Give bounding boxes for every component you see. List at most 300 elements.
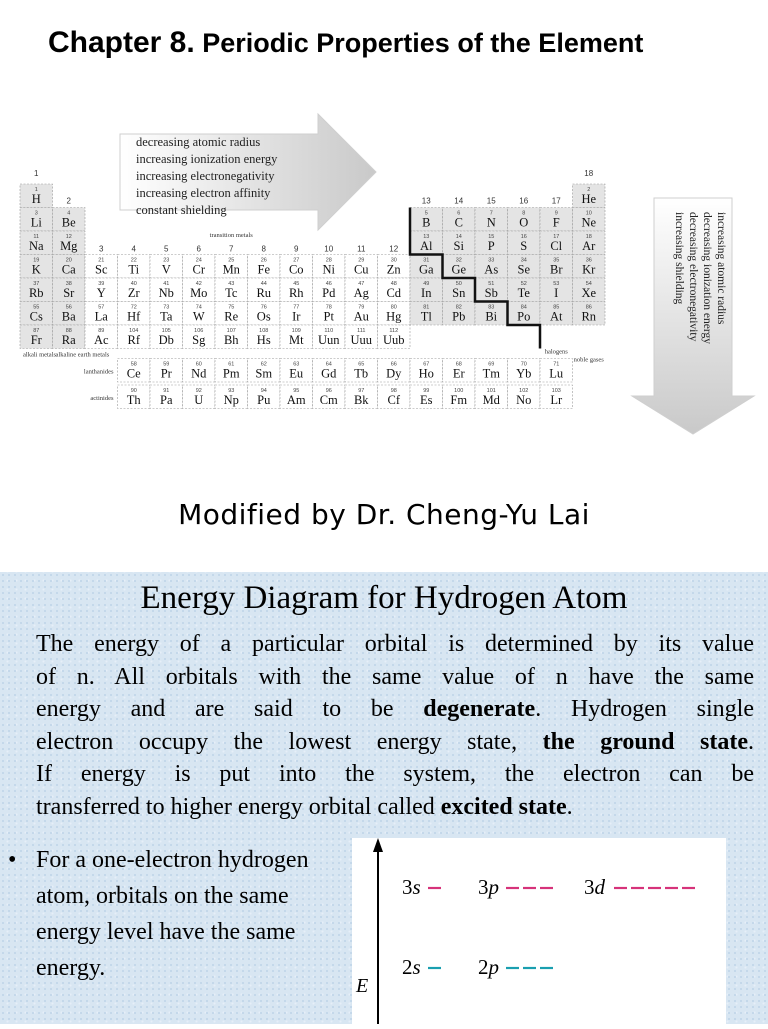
- element-pd-symbol: Pd: [322, 286, 336, 300]
- element-pu-symbol: Pu: [257, 393, 271, 407]
- element-ge: [443, 255, 476, 279]
- element-pb-number: 82: [455, 304, 462, 311]
- element-he-symbol: He: [581, 192, 597, 206]
- element-o: [508, 208, 541, 232]
- element-sc-symbol: Sc: [95, 262, 108, 277]
- element-ca: [53, 255, 86, 279]
- element-dy: [378, 359, 411, 383]
- element-sr-symbol: Sr: [63, 286, 75, 300]
- element-te-number: 52: [520, 281, 527, 287]
- element-sm-symbol: Sm: [255, 366, 273, 381]
- paragraph-line: [36, 693, 754, 726]
- element-pt: [313, 302, 346, 326]
- element-al-number: 13: [423, 234, 430, 240]
- element-po-number: 84: [520, 304, 527, 311]
- element-cl: [540, 231, 573, 255]
- element-er: [443, 359, 476, 383]
- element-ti-symbol: Ti: [128, 262, 140, 277]
- element-h: [20, 184, 53, 208]
- element-be-symbol: Be: [61, 215, 76, 230]
- element-uun-symbol: Uun: [317, 333, 340, 347]
- element-tc-symbol: Tc: [225, 286, 238, 300]
- element-hs-number: 108: [259, 328, 269, 334]
- noble-gases-label: noble gases: [573, 356, 604, 364]
- alkali-metals-label: alkali metals: [23, 351, 57, 359]
- element-kr: [573, 255, 606, 279]
- element-na: [20, 231, 53, 255]
- element-ho-symbol: Ho: [418, 366, 434, 381]
- paragraph-line: [36, 791, 754, 824]
- element-s-number: 16: [520, 234, 527, 240]
- element-ta-symbol: Ta: [160, 309, 173, 324]
- element-br-symbol: Br: [550, 262, 563, 277]
- element-fe-number: 26: [260, 257, 267, 264]
- element-li-number: 3: [34, 210, 38, 217]
- element-rf-symbol: Rf: [127, 333, 140, 347]
- element-li: [20, 208, 53, 232]
- orbital-label-2p: 2p: [478, 955, 499, 979]
- element-dy-number: 66: [390, 361, 397, 368]
- element-pu: [248, 385, 281, 409]
- element-se-symbol: Se: [517, 262, 530, 277]
- element-au-number: 79: [358, 304, 365, 311]
- element-db: [150, 325, 183, 349]
- group-label-8: 8: [261, 244, 266, 254]
- element-sr-number: 38: [65, 281, 72, 287]
- element-al-symbol: Al: [420, 239, 433, 253]
- element-ce-symbol: Ce: [126, 366, 141, 381]
- element-nb-number: 41: [163, 281, 170, 287]
- element-cf: [378, 385, 411, 409]
- element-tc: [215, 278, 248, 302]
- element-ba-symbol: Ba: [61, 309, 76, 324]
- element-np-symbol: Np: [223, 393, 239, 407]
- explanation-paragraph: [36, 628, 754, 823]
- element-po: [508, 302, 541, 326]
- element-tl-symbol: Tl: [420, 309, 432, 324]
- element-th-number: 90: [130, 388, 137, 394]
- element-mo: [183, 278, 216, 302]
- element-n: [475, 208, 508, 232]
- element-ca-symbol: Ca: [61, 262, 76, 277]
- element-sr: [53, 278, 86, 302]
- element-ga: [410, 255, 443, 279]
- element-la-symbol: La: [94, 309, 108, 324]
- group-label-1: 1: [34, 169, 39, 178]
- element-mn: [215, 255, 248, 279]
- element-ge-number: 32: [455, 257, 462, 264]
- element-tb-number: 65: [358, 361, 365, 368]
- element-pu-number: 94: [260, 388, 267, 394]
- element-co-number: 27: [293, 257, 300, 264]
- arrow-down-line: decreasing electronegativity: [687, 212, 699, 342]
- element-hg: [378, 302, 411, 326]
- group-label-5: 5: [164, 244, 169, 254]
- element-in-symbol: In: [421, 286, 432, 300]
- element-yb-number: 70: [520, 361, 527, 368]
- element-f-number: 9: [554, 210, 558, 217]
- element-uub: [378, 325, 411, 349]
- element-mg-symbol: Mg: [60, 239, 78, 253]
- element-no: [508, 385, 541, 409]
- element-kr-number: 36: [585, 257, 592, 264]
- element-bh: [215, 325, 248, 349]
- element-hs: [248, 325, 281, 349]
- element-pm-symbol: Pm: [222, 366, 240, 381]
- element-re: [215, 302, 248, 326]
- element-ce-number: 58: [130, 361, 137, 368]
- element-es: [410, 385, 443, 409]
- paragraph-line: [36, 628, 754, 661]
- element-c-number: 6: [457, 210, 461, 217]
- element-h-number: 1: [34, 187, 38, 193]
- element-pd: [313, 278, 346, 302]
- element-se-number: 34: [520, 257, 527, 264]
- orbital-label-3s: 3s: [402, 875, 421, 899]
- element-ag-number: 47: [358, 281, 365, 287]
- element-rh-number: 45: [293, 281, 300, 287]
- element-nb: [150, 278, 183, 302]
- element-xe-symbol: Xe: [581, 286, 597, 300]
- element-sg: [183, 325, 216, 349]
- author-credit: Modified by Dr. Cheng-Yu Lai: [178, 498, 590, 531]
- element-u-symbol: U: [194, 393, 204, 407]
- element-lu-number: 71: [553, 361, 560, 368]
- element-nd-number: 60: [195, 361, 202, 368]
- element-ir-symbol: Ir: [292, 309, 301, 324]
- element-cs-symbol: Cs: [29, 309, 43, 324]
- element-lr-number: 103: [551, 388, 561, 394]
- element-rb-number: 37: [33, 281, 40, 287]
- element-pm-number: 61: [228, 361, 235, 368]
- element-cu-symbol: Cu: [353, 262, 369, 277]
- element-rn: [573, 302, 606, 326]
- element-br-number: 35: [553, 257, 560, 264]
- element-be-number: 4: [67, 210, 71, 217]
- element-nd: [183, 359, 216, 383]
- group-label-14: 14: [454, 196, 464, 206]
- element-mg-number: 12: [65, 234, 72, 240]
- element-mt: [280, 325, 313, 349]
- element-b-symbol: B: [422, 215, 431, 230]
- element-i-symbol: I: [554, 286, 559, 300]
- element-cd: [378, 278, 411, 302]
- element-w-symbol: W: [192, 309, 205, 324]
- element-ir-number: 77: [293, 304, 300, 311]
- element-eu-symbol: Eu: [289, 366, 304, 381]
- element-uuu-number: 111: [357, 328, 366, 334]
- energy-axis-label: E: [356, 975, 369, 997]
- element-cr-symbol: Cr: [192, 262, 205, 277]
- element-ta: [150, 302, 183, 326]
- element-y: [85, 278, 118, 302]
- group-label-10: 10: [324, 244, 334, 254]
- element-cl-number: 17: [553, 234, 560, 240]
- element-h-symbol: H: [31, 192, 41, 206]
- arrow-right-line: increasing ionization energy: [136, 152, 278, 166]
- paragraph-line: [36, 758, 754, 791]
- element-la: [85, 302, 118, 326]
- element-co: [280, 255, 313, 279]
- element-mt-symbol: Mt: [288, 333, 304, 347]
- group-label-12: 12: [389, 244, 399, 254]
- element-pt-number: 78: [325, 304, 332, 311]
- text-run: .: [748, 728, 754, 755]
- element-rb-symbol: Rb: [28, 286, 44, 300]
- element-la-number: 57: [98, 304, 105, 311]
- element-rb: [20, 278, 53, 302]
- element-cd-symbol: Cd: [386, 286, 402, 300]
- element-w: [183, 302, 216, 326]
- chapter-number: Chapter 8.: [48, 26, 195, 59]
- element-au: [345, 302, 378, 326]
- element-nb-symbol: Nb: [158, 286, 174, 300]
- element-y-number: 39: [98, 281, 105, 287]
- element-os: [248, 302, 281, 326]
- element-f-symbol: F: [552, 215, 560, 230]
- element-po-symbol: Po: [517, 309, 531, 324]
- element-os-symbol: Os: [256, 309, 271, 324]
- element-uuu-symbol: Uuu: [350, 333, 373, 347]
- element-cf-number: 98: [390, 388, 397, 394]
- element-pr: [150, 359, 183, 383]
- element-bh-symbol: Bh: [223, 333, 239, 347]
- element-mn-number: 25: [228, 257, 235, 264]
- element-ni-number: 28: [325, 257, 332, 264]
- element-ac: [85, 325, 118, 349]
- element-md-number: 101: [486, 388, 496, 394]
- element-ca-number: 20: [65, 257, 72, 264]
- group-label-13: 13: [421, 196, 431, 206]
- element-sb: [475, 278, 508, 302]
- element-cl-symbol: Cl: [550, 239, 563, 253]
- element-n-number: 7: [489, 210, 493, 217]
- text-run: . Hydrogen single: [535, 696, 754, 722]
- group-label-17: 17: [551, 196, 561, 206]
- arrow-down-line: increasing atomic radius: [715, 212, 727, 325]
- element-np-number: 93: [228, 388, 235, 394]
- element-er-number: 68: [455, 361, 462, 368]
- element-v-number: 23: [163, 257, 170, 264]
- element-fm: [443, 385, 476, 409]
- element-he: [573, 184, 606, 208]
- element-ti-number: 22: [130, 257, 137, 264]
- element-pa-symbol: Pa: [160, 393, 173, 407]
- element-hg-symbol: Hg: [386, 309, 402, 324]
- element-pb: [443, 302, 476, 326]
- element-b-number: 5: [424, 210, 428, 217]
- element-pm: [215, 359, 248, 383]
- element-kr-symbol: Kr: [582, 262, 596, 277]
- element-br: [540, 255, 573, 279]
- element-mo-number: 42: [195, 281, 202, 287]
- text-run: electron occupy the lowest energy state,: [36, 728, 543, 755]
- element-c: [443, 208, 476, 232]
- element-mt-number: 109: [291, 328, 301, 334]
- element-sb-number: 51: [488, 281, 495, 287]
- element-uuu: [345, 325, 378, 349]
- element-na-symbol: Na: [28, 239, 44, 253]
- group-label-15: 15: [486, 196, 496, 206]
- element-o-symbol: O: [519, 215, 529, 230]
- element-ra-number: 88: [65, 328, 72, 334]
- element-mn-symbol: Mn: [222, 262, 240, 277]
- element-os-number: 76: [260, 304, 267, 311]
- text-run: energy and are said to be: [36, 696, 424, 722]
- orbital-label-2s: 2s: [402, 955, 421, 979]
- element-hf-number: 72: [130, 304, 137, 311]
- element-in-number: 49: [423, 281, 430, 287]
- element-rf-number: 104: [129, 328, 139, 334]
- element-cd-number: 48: [390, 281, 397, 287]
- element-pt-symbol: Pt: [323, 309, 334, 324]
- element-pa-number: 91: [163, 388, 170, 394]
- element-bk-number: 97: [358, 388, 365, 394]
- element-te: [508, 278, 541, 302]
- element-cm: [313, 385, 346, 409]
- element-ag: [345, 278, 378, 302]
- text-run: .: [566, 793, 573, 820]
- element-sn-number: 50: [455, 281, 462, 287]
- element-tl-number: 81: [423, 304, 430, 311]
- element-u: [183, 385, 216, 409]
- element-at: [540, 302, 573, 326]
- bullet-marker: •: [8, 847, 17, 873]
- element-ne-number: 10: [585, 210, 592, 217]
- element-si-symbol: Si: [453, 239, 464, 253]
- element-zn: [378, 255, 411, 279]
- arrow-down-line: increasing shielding: [673, 212, 685, 305]
- element-ho: [410, 359, 443, 383]
- element-md: [475, 385, 508, 409]
- element-ni: [313, 255, 346, 279]
- element-zr-symbol: Zr: [127, 286, 140, 300]
- slide-title: Energy Diagram for Hydrogen Atom: [140, 580, 628, 616]
- element-tb: [345, 359, 378, 383]
- element-bi-symbol: Bi: [485, 309, 498, 324]
- element-hg-number: 80: [390, 304, 397, 311]
- element-tc-number: 43: [228, 281, 235, 287]
- element-fm-number: 100: [454, 388, 464, 394]
- element-hf-symbol: Hf: [127, 309, 141, 324]
- periodic-table-figure: [0, 100, 768, 440]
- element-sb-symbol: Sb: [484, 286, 498, 300]
- element-lr-symbol: Lr: [550, 393, 563, 407]
- element-no-symbol: No: [516, 393, 532, 407]
- element-fr-number: 87: [33, 328, 40, 334]
- element-f: [540, 208, 573, 232]
- element-cf-symbol: Cf: [387, 393, 400, 407]
- element-sm-number: 62: [260, 361, 267, 368]
- arrow-right-line: increasing electronegativity: [136, 169, 275, 183]
- element-at-symbol: At: [550, 309, 563, 324]
- element-fr-symbol: Fr: [30, 333, 42, 347]
- text-run: transferred to higher energy orbital called: [36, 793, 441, 820]
- element-ti: [118, 255, 151, 279]
- element-ir: [280, 302, 313, 326]
- element-c-symbol: C: [454, 215, 463, 230]
- element-rf: [118, 325, 151, 349]
- group-label-16: 16: [519, 196, 529, 206]
- element-s-symbol: S: [520, 239, 528, 253]
- arrow-right-line: constant shielding: [136, 203, 227, 217]
- text-run: of n. All orbitals with the same value of n have the same: [36, 663, 754, 690]
- element-i-number: 53: [553, 281, 560, 287]
- element-te-symbol: Te: [517, 286, 530, 300]
- element-w-number: 74: [195, 304, 202, 311]
- group-label-11: 11: [357, 244, 366, 254]
- text-run: The energy of a particular orbital is determined by its value: [36, 631, 754, 657]
- element-zn-symbol: Zn: [386, 262, 401, 277]
- element-db-number: 105: [161, 328, 171, 334]
- element-fr: [20, 325, 53, 349]
- element-tm-symbol: Tm: [482, 366, 500, 381]
- element-ba-number: 56: [65, 304, 72, 311]
- arrow-down-line: decreasing ionization energy: [701, 212, 713, 344]
- element-sg-number: 106: [194, 328, 204, 334]
- element-au-symbol: Au: [353, 309, 369, 324]
- element-ar-number: 18: [585, 234, 592, 240]
- element-zr-number: 40: [130, 281, 137, 287]
- element-n-symbol: N: [486, 215, 496, 230]
- element-uun: [313, 325, 346, 349]
- element-th-symbol: Th: [126, 393, 141, 407]
- element-cs: [20, 302, 53, 326]
- element-k-symbol: K: [31, 262, 41, 277]
- element-se: [508, 255, 541, 279]
- element-ho-number: 67: [423, 361, 430, 368]
- chapter-name: Periodic Properties of the Element: [202, 28, 644, 58]
- element-sc: [85, 255, 118, 279]
- element-cu: [345, 255, 378, 279]
- element-lu-symbol: Lu: [549, 366, 564, 381]
- element-at-number: 85: [553, 304, 560, 311]
- element-np: [215, 385, 248, 409]
- element-sg-symbol: Sg: [192, 333, 206, 347]
- paragraph-line: [36, 661, 754, 694]
- element-cr-number: 24: [195, 257, 202, 264]
- element-tm: [475, 359, 508, 383]
- element-ne-symbol: Ne: [581, 215, 597, 230]
- element-rh: [280, 278, 313, 302]
- element-si: [443, 231, 476, 255]
- element-k: [20, 255, 53, 279]
- group-label-18: 18: [584, 169, 594, 178]
- element-cm-symbol: Cm: [319, 393, 338, 407]
- element-gd: [313, 359, 346, 383]
- element-b: [410, 208, 443, 232]
- element-sm: [248, 359, 281, 383]
- element-re-symbol: Re: [224, 309, 239, 324]
- element-yb-symbol: Yb: [516, 366, 532, 381]
- element-pa: [150, 385, 183, 409]
- element-am-number: 95: [293, 388, 300, 394]
- element-th: [118, 385, 151, 409]
- element-u-number: 92: [195, 388, 202, 394]
- element-lr: [540, 385, 573, 409]
- element-sc-number: 21: [98, 257, 105, 264]
- element-re-number: 75: [228, 304, 235, 311]
- element-ba: [53, 302, 86, 326]
- group-label-2: 2: [66, 196, 71, 206]
- element-nd-symbol: Nd: [191, 366, 207, 381]
- transition-metals-label: transition metals: [209, 232, 253, 239]
- element-gd-symbol: Gd: [321, 366, 337, 381]
- element-xe: [573, 278, 606, 302]
- group-label-3: 3: [99, 244, 104, 254]
- element-bh-number: 107: [226, 328, 236, 334]
- element-co-symbol: Co: [288, 262, 304, 277]
